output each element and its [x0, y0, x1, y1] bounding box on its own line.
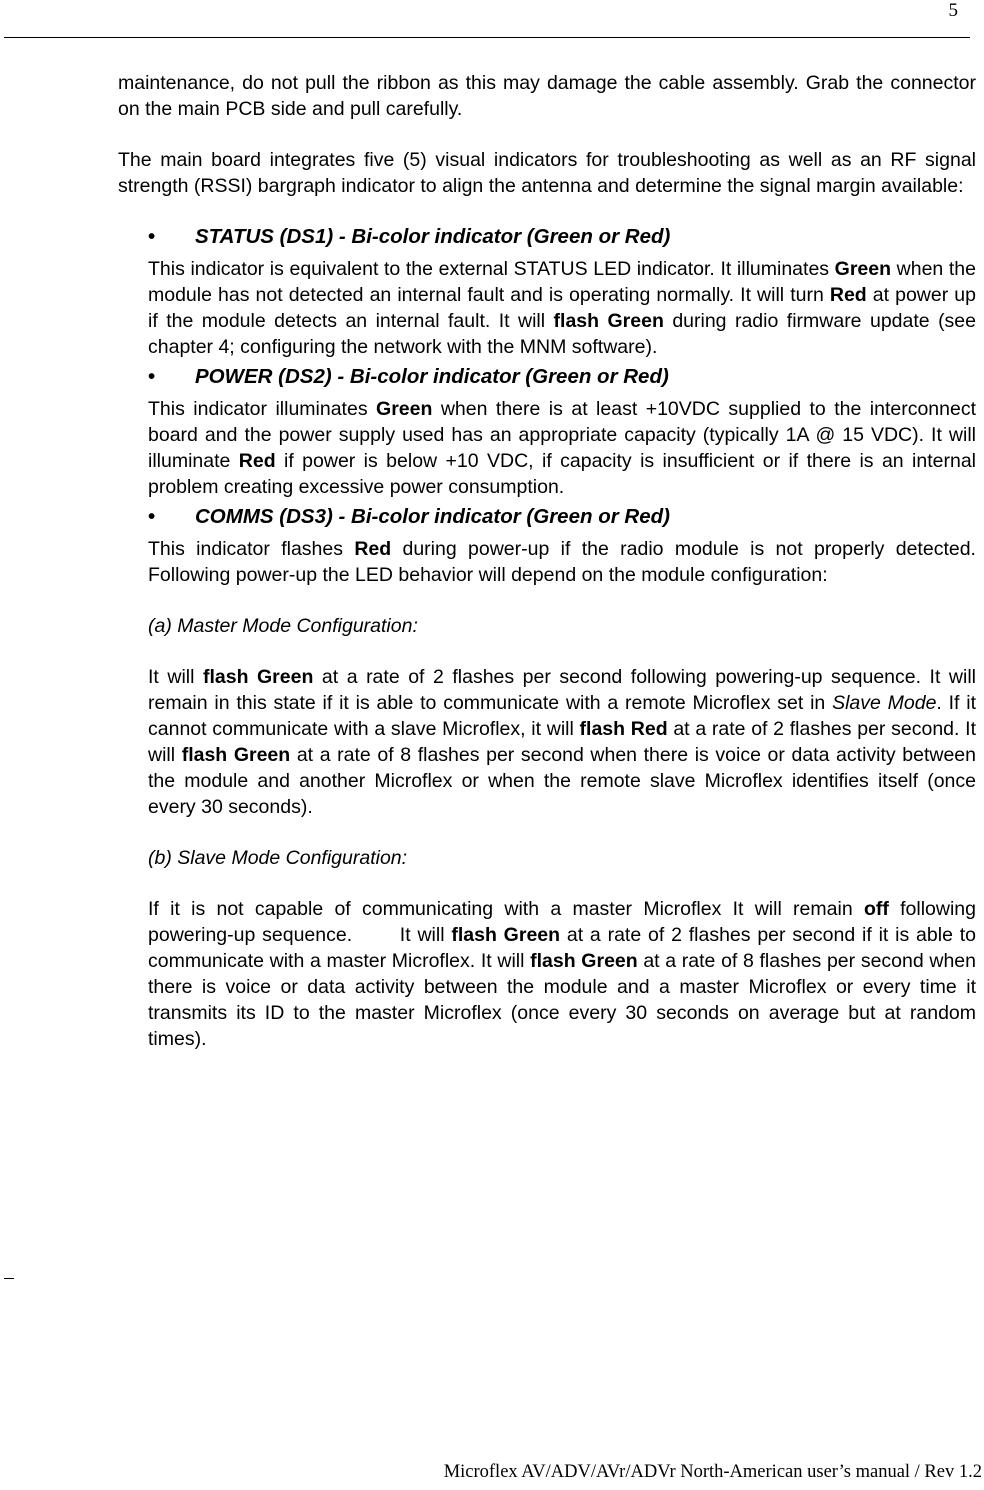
bold-run: Red [354, 538, 392, 560]
bullet-icon: • [148, 505, 156, 528]
comms-paragraph [148, 536, 976, 588]
bold-run: flash Green [530, 950, 638, 972]
bold-run: Red [829, 284, 867, 306]
text-run: when there is at least +10VDC supplied to the interconnect board and the power supply used has an appropriate capacity (typically 1A @ 15 VDC). It will illuminate [148, 398, 977, 472]
text-run: at a rate of 2 flashes per second if it is able to communicate with a master Microflex. It will [148, 924, 976, 972]
page-end-mark [4, 1278, 14, 1279]
status-paragraph [148, 256, 976, 360]
bold-run: Green [376, 398, 433, 420]
intro-paragraph-2: The main board integrates five (5) visual indicators for troubleshooting as well as an RF signal strength (RSSI) bargraph indicator to align the antenna and determine the signal margin available: [118, 149, 976, 197]
italic-run: Slave Mode [832, 692, 937, 714]
text-run: at a rate of 8 flashes per second when there is voice or data activity between the module and a master Microflex or every time it transmits its ID to the master Microflex (once every 30 seconds on average but at random times). [148, 950, 976, 1050]
text-run: This indicator illuminates [148, 398, 377, 420]
master-mode-heading: (a) Master Mode Configuration: [148, 615, 418, 637]
text-run: This indicator is equivalent to the external STATUS LED indicator. It illuminates [148, 258, 835, 280]
bold-run: flash Green [202, 666, 314, 688]
text-run: If it is not capable of communicating with a master Microflex It will remain [148, 898, 864, 920]
text-run: during power-up if the radio module is not properly detected. Following power-up the LED behavior will depend on the module configuration: [148, 538, 976, 586]
header-rule [4, 37, 970, 38]
master-mode-paragraph [148, 664, 976, 820]
text-run: at a rate of 2 flashes per second. It will [148, 718, 976, 766]
comms-heading-text: COMMS (DS3) - Bi-color indicator (Green or Red) [195, 505, 670, 528]
bold-run: Green [834, 258, 892, 280]
text-run: It will [148, 666, 203, 688]
document-body [118, 70, 982, 1052]
slave-mode-paragraph [148, 896, 982, 1052]
bold-run: flash Red [579, 718, 668, 740]
text-run: during radio firmware update (see chapter 4; configuring the network with the MNM software). [148, 310, 977, 358]
bold-run: flash Green [451, 924, 561, 946]
bullet-icon: • [148, 365, 156, 388]
bold-run: Red [238, 450, 276, 472]
bullet-icon: • [148, 225, 156, 248]
text-run: at a rate of 8 flashes per second when there is voice or data activity between the module and another Microflex or when the remote slave Microflex identifies itself (once every 30 seconds). [148, 744, 976, 818]
text-run: . If it cannot communicate with a slave Microflex, it will [148, 692, 976, 740]
page-number: 5 [948, 0, 958, 21]
intro-paragraph-1: maintenance, do not pull the ribbon as this may damage the cable assembly. Grab the connector on the main PCB side and pull carefully. [118, 72, 976, 120]
text-run: when the module has not detected an internal fault and is operating normally. It will turn [148, 258, 976, 306]
bold-run: flash Green [181, 744, 291, 766]
power-heading-text: POWER (DS2) - Bi-color indicator (Green or Red) [195, 365, 669, 388]
comms-heading [118, 504, 976, 530]
slave-mode-heading: (b) Slave Mode Configuration: [148, 847, 408, 869]
text-run: at a rate of 2 flashes per second following powering-up sequence. It will remain in this state if it is able to communicate with a remote Microflex set in [148, 666, 976, 714]
text-run: at power up if the module detects an internal fault. It will [148, 284, 976, 332]
footer-text: Microflex AV/ADV/AVr/ADVr North-American user’s manual / Rev 1.2 [443, 1462, 982, 1482]
bold-run: flash Green [553, 310, 664, 332]
status-heading-text: STATUS (DS1) - Bi-color indicator (Green or Red) [195, 225, 671, 248]
power-paragraph [148, 396, 976, 500]
bold-run: off [863, 898, 889, 920]
power-heading [118, 364, 976, 390]
text-run: if power is below +10 VDC, if capacity is insufficient or if there is an internal problem creating excessive power consumption. [148, 450, 976, 498]
text-run: This indicator flashes [148, 538, 355, 560]
text-run: following powering-up sequence. It will [148, 898, 982, 946]
status-heading [118, 224, 976, 250]
